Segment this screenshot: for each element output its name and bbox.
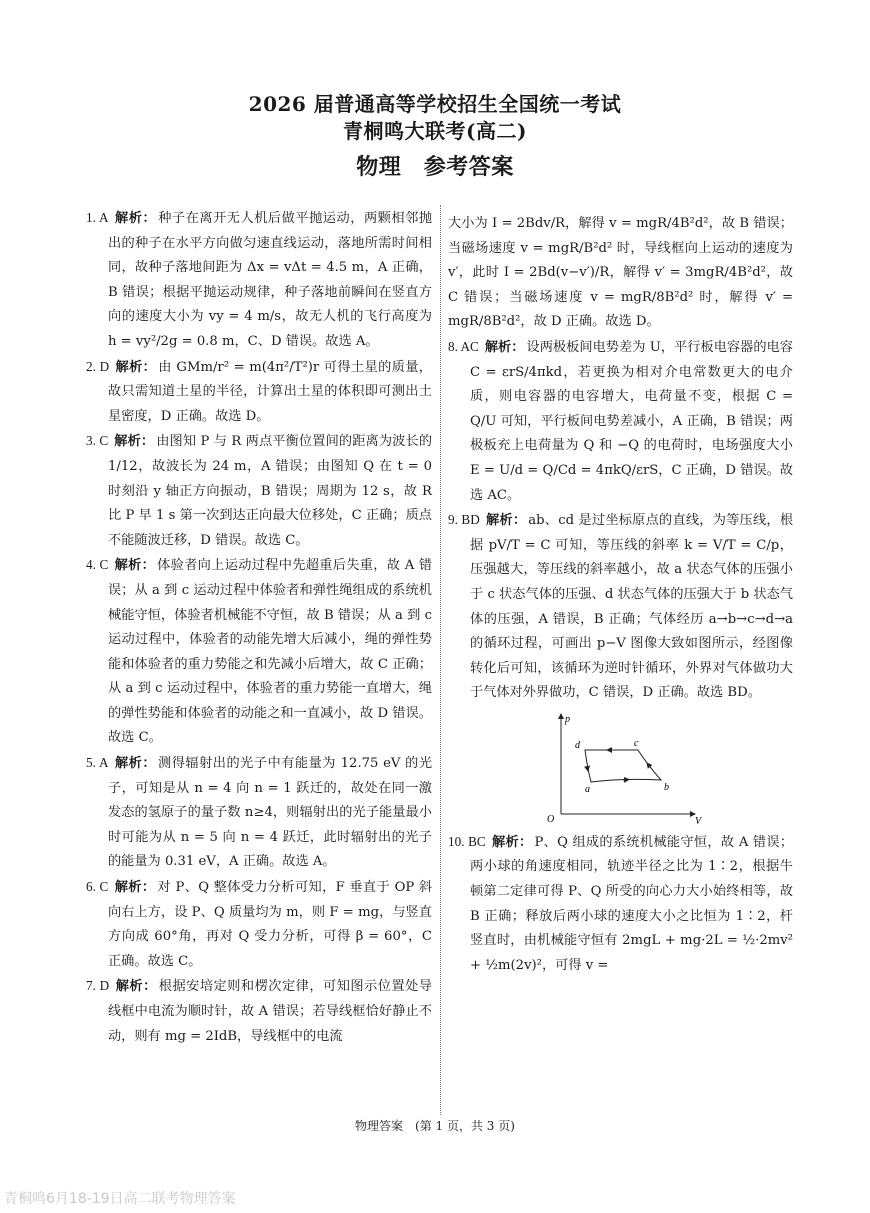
axis-label-p: p — [565, 713, 570, 725]
answer-item-2: 2. D 解析： 由 GMm/r² = m(4π²/T²)r 可得土星的质量，故只需知道土星的半径，计算出土星的体积即可测出土星密度，D 正确。故选 D。 — [86, 358, 432, 424]
answer-item-3: 3. C 解析： 由图知 P 与 R 两点平衡位置间的距离为波长的 1/12，故波长为 24 m，A 错误；由图知 Q 在 t = 0 时刻沿 y 轴正方向振动，B 错误；周期为 12 s，故 R 比 P 早 1 s 第一次到达正向最大位移处，C 正确；质点不能随波迁移，D 错误。故选 C。 — [86, 433, 433, 548]
right-column — [448, 212, 793, 978]
answer-item-5: 5. A 解析： 测得辐射出的光子中有能量为 12.75 eV 的光子，可知是从 n = 4 向 n = 1 跃迁的，故处在同一激发态的氢原子的量子数 n≥4，则辐射出的光子能量最小时可能为从 n = 5 向 n = 4 跃迁，此时辐射出的光子的能量为 0.31 eV，A 正确。故选 A。 — [86, 755, 433, 870]
answer-item-10: 10. BC 解析： P、Q 组成的系统机械能守恒，故 A 错误；两小球的角速度相同，轨迹半径之比为 1∶2，根据牛顿第二定律可得 P、Q 所受的向心力大小始终相等，故 B 正确；释放后两小球的速度大小之比恒为 1∶2，杆竖直时，由机械能守恒有 2mgL + mg·2L = ½·2mv² + ½m(2v)²，可得 v = — [448, 833, 794, 973]
arrow-bc — [647, 763, 651, 768]
point-a: a — [585, 783, 590, 795]
axis-label-v: V — [695, 815, 702, 824]
answer-item-1: 1. A 解析： 种子在离开无人机后做平抛运动，两颗相邻抛出的种子在水平方向做匀速直线运动，落地所需时间相同，故种子落地间距为 Δx = vΔt = 4.5 m，A 正确，B 错误；根据平抛运动规律，种子落地前瞬间在竖直方向的速度大小为 vy = 4 m/s，故无人机的飞行高度为 h = vy²/2g = 0.8 m，C、D 错误。故选 A。 — [86, 210, 433, 349]
pv-cycle-diagram — [448, 708, 793, 826]
answer-item-9: 9. BD 解析： ab、cd 是过坐标原点的直线，为等压线，根据 pV/T = C 可知，等压线的斜率 k = V/T = C/p，压强越大，等压线的斜率越小，故 a 状态气体的压强小于 c 状态气体的压强、d 状态气体的压强大于 b 状态气体的压强，A 错误，B 正确；气体经历 a→b→c→d→a 的循环过程，可画出 p−V 图像大致如图所示，经图像转化后可知，该循环为逆时针循环，外界对气体做功大于气体对外界做功，C 错误，D 正确。故选 BD。 — [448, 512, 794, 701]
subject-title: 物理 参考答案 — [356, 154, 514, 180]
pv-diagram-svg — [543, 708, 703, 824]
exam-title-line1: 2026 届普通高等学校招生全国统一考试 — [248, 92, 622, 116]
left-column — [86, 206, 432, 1049]
answer-item-7: 7. D 解析： 根据安培定则和楞次定律，可知图示位置处导线框中电流为顺时针，故 A 错误；若导线框恰好静止不动，则有 mg = 2IdB，导线框中的电流 — [86, 978, 433, 1044]
arrow-ab — [623, 779, 629, 780]
origin-label: O — [547, 813, 555, 824]
column-divider — [440, 205, 441, 1115]
point-b: b — [664, 781, 669, 793]
watermark-text: 青桐鸣6月18-19日高二联考物理答案 — [4, 1191, 236, 1207]
answer-item-6: 6. C 解析： 对 P、Q 整体受力分析可知，F 垂直于 OP 斜向右上方，设 P、Q 质量均为 m，则 F = mg，与竖直方向成 60°角，再对 Q 受力分析，可得 β = 60°，C 正确。故选 C。 — [86, 879, 433, 969]
point-d: d — [575, 739, 580, 751]
answer-item-7-continued: 大小为 I = 2Bdv/R，解得 v = mgR/4B²d²，故 B 错误；当磁场速度 v = mgR/B²d² 时，导线框向上运动的速度为 v′，此时 I = 2Bd(v−v′)/R，解得 v′ = 3mgR/4B²d²，故 C 错误；当磁场速度 v = mgR/8B²d² 时，解得 v′ = mgR/8B²d²，故 D 正确。故选 D。 — [448, 216, 793, 330]
exam-title-line2: 青桐鸣大联考(高二) — [343, 119, 527, 143]
answer-item-8: 8. AC 解析： 设两极板间电势差为 U，平行板电容器的电容 C = εrS/4πkd，若更换为相对介电常数更大的电介质，则电容器的电容增大，电荷量不变，根据 C = Q/U 可知，平行板间电势差减小，A 正确，B 错误；两极板充上电荷量为 Q 和 −Q 的电荷时，电场强度大小 E = U/d = Q/Cd = 4πkQ/εrS，C 正确，D 错误。故选 AC。 — [448, 338, 793, 503]
answer-item-4: 4. C 解析： 体验者向上运动过程中先超重后失重，故 A 错误；从 a 到 c 运动过程中体验者和弹性绳组成的系统机械能守恒，体验者机械能不守恒，故 B 错误；从 a 到 c 运动过程中，体验者的动能先增大后减小，绳的弹性势能和体验者的重力势能之和先减小后增大，故 C 正确；从 a 到 c 运动过程中，体验者的重力势能一直增大，绳的弹性势能和体验者的动能之和一直减小，故 D 错误。故选 C。 — [86, 557, 433, 746]
point-c: c — [634, 737, 639, 749]
page-footer: 物理答案 (第 1 页，共 3 页) — [355, 1119, 515, 1133]
